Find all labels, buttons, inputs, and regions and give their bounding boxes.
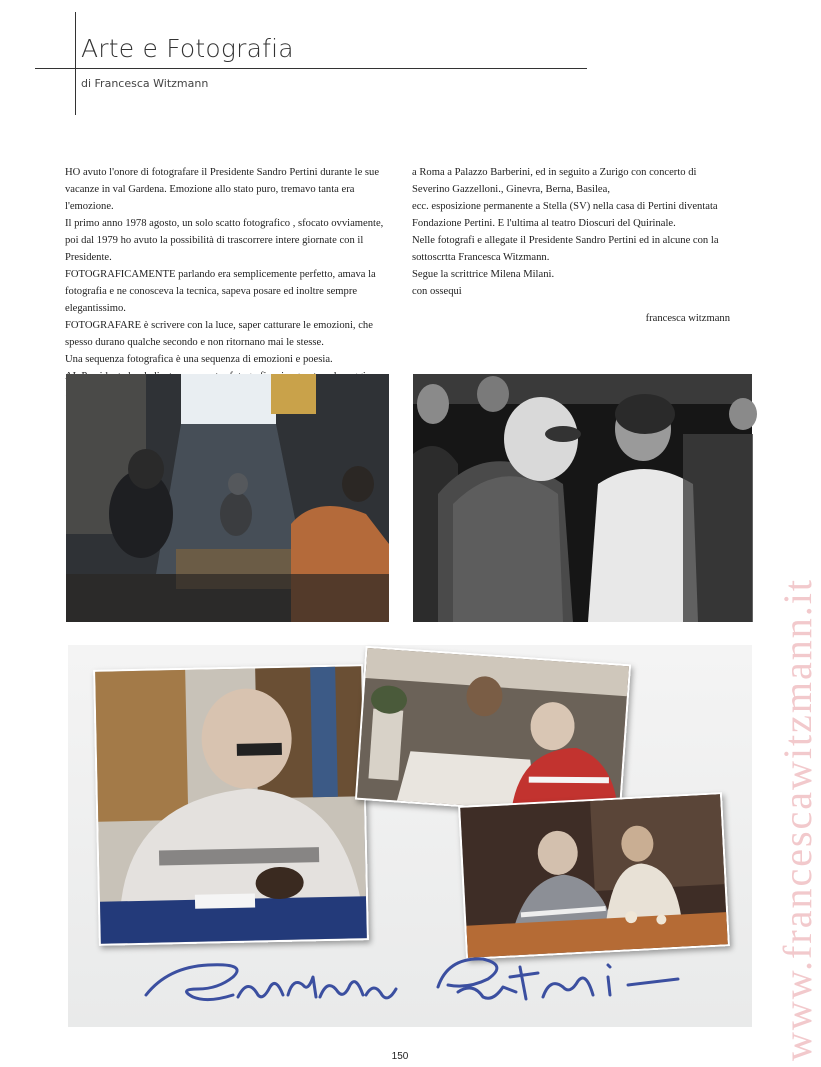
article-column-right [412,164,732,300]
article-paragraph: Il primo anno 1978 agosto, un solo scatto fotografico , sfocato ovviamente, poi dal 1979 ho avuto la possibilità di trascorrere intere giornate con il Presidente. [65,218,384,263]
article-paragraph: FOTOGRAFICAMENTE parlando era semplicemente perfetto, amava la fotografia e ne conosceva la tecnica, sapeva posare ed inoltre sempre elegantissimo. [65,269,376,314]
website-watermark: www.francescawitzmann.it [775,578,820,1061]
photo-collage [68,645,752,1027]
page-title: Arte e Fotografia [81,34,294,63]
article-signoff: francesca witzmann [645,313,730,324]
header-horizontal-rule [35,68,587,69]
header-vertical-rule [75,12,76,115]
photo-president-black-white [413,374,752,622]
author-byline: di Francesca Witzmann [81,77,209,90]
article-paragraph: HO avuto l'onore di fotografare il Presidente Sandro Pertini durante le sue vacanze in val Gardena. Emozione allo stato puro, tremavo tanta era l'emozione. [65,167,380,212]
article-paragraph: a Roma a Palazzo Barberini, ed in seguito a Zurigo con concerto di Severino Gazzelloni., Ginevra, Berna, Basilea, [412,167,697,195]
article-column-left [65,164,389,402]
photo-president-writing [93,664,369,946]
photo-president-at-table [355,646,631,818]
article-paragraph: Nelle fotografi e allegate il Presidente Sandro Pertini ed in alcune con la sottoscrtta Francesca Witzmann. [412,235,719,263]
handwritten-signature [138,937,698,1017]
article-paragraph: Segue la scrittrice Milena Milani. [412,269,555,280]
photo-president-with-friends [458,792,730,960]
article-paragraph: FOTOGRAFARE è scrivere con la luce, saper catturare le emozioni, che spesso durano qualche secondo e non ritornano mai le stesse. [65,320,373,348]
page-number: 150 [391,1051,409,1062]
article-paragraph: con ossequi [412,286,462,297]
article-paragraph: Una sequenza fotografica è una sequenza di emozioni e poesia. [65,354,333,365]
photo-card-game [66,374,389,622]
article-paragraph: ecc. esposizione permanente a Stella (SV) nella casa di Pertini diventata Fondazione Pertini. E l'ultima al teatro Dioscuri del Quirinale. [412,201,718,229]
